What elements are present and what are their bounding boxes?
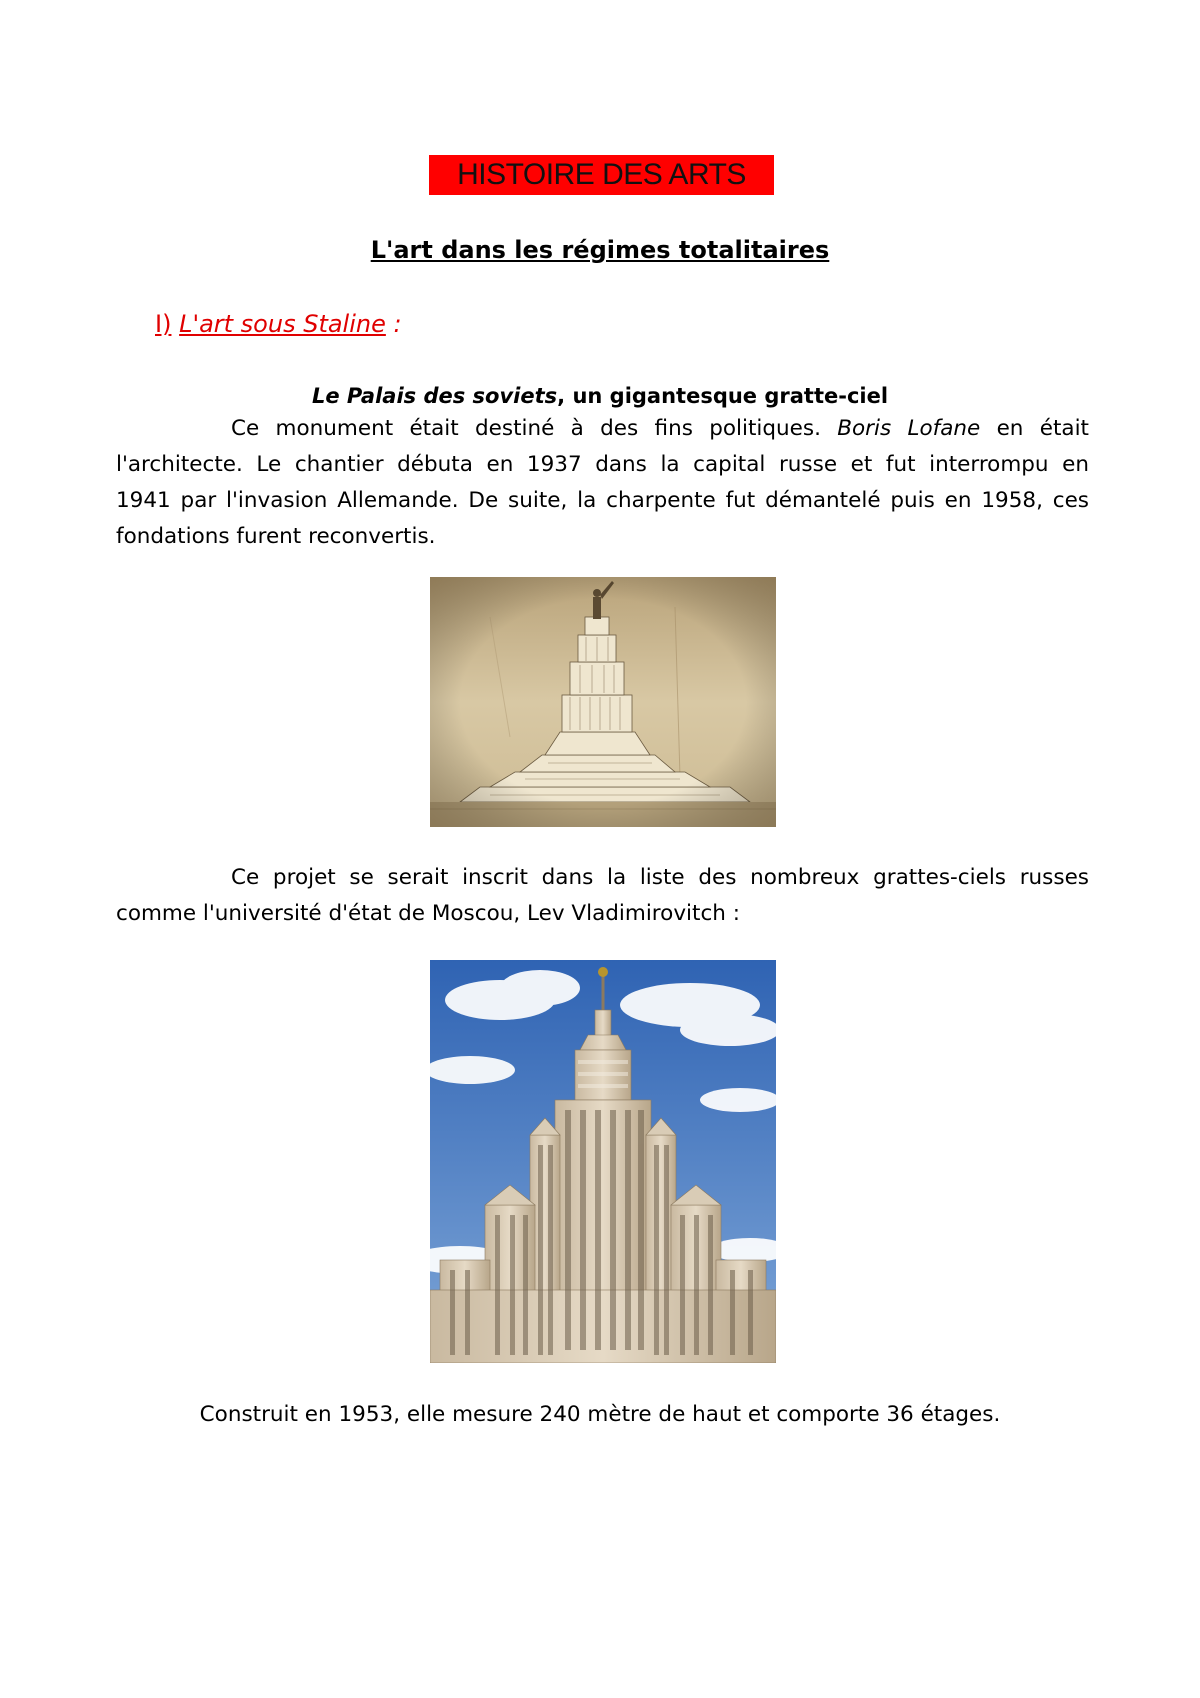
block-title — [0, 384, 1200, 408]
paragraph-line — [116, 411, 1089, 447]
paragraph-line: comme l'université d'état de Moscou, Lev Vladimirovitch : — [116, 901, 740, 926]
paragraph-line: 1941 par l'invasion Allemande. De suite, la charpente fut démantelé puis en 1958, ces — [116, 488, 1089, 513]
main-title: HISTOIRE DES ARTS — [429, 155, 774, 195]
subtitle: L'art dans les régimes totalitaires — [370, 236, 830, 264]
paragraph-palace — [116, 411, 1089, 555]
block-title-rest: , un gigantesque gratte-ciel — [557, 384, 889, 408]
palace-drawing-svg — [430, 577, 776, 827]
architect-name: Boris Lofane — [837, 416, 981, 441]
section-heading — [155, 310, 402, 338]
section-title: L'art sous Staline — [179, 310, 386, 338]
paragraph-line: Ce projet se serait inscrit dans la liste des nombreux grattes-ciels russes — [231, 865, 1089, 890]
skyscraper-photo-svg — [430, 960, 776, 1363]
moscow-skyscraper-photo — [430, 960, 776, 1363]
section-number: I) — [155, 310, 172, 338]
palace-of-soviets-drawing — [430, 577, 776, 827]
paragraph-line: fondations furent reconvertis. — [116, 524, 436, 549]
block-title-italic: Le Palais des soviets — [311, 384, 558, 408]
text-run: Ce monument était destiné à des fins politiques. — [231, 416, 821, 441]
paragraph-line: l'architecte. Le chantier débuta en 1937 dans la capital russe et fut interrompu en — [116, 452, 1089, 477]
paragraph-skyscrapers — [116, 860, 1089, 932]
text-run: en était — [996, 416, 1089, 441]
section-colon: : — [385, 310, 402, 338]
photo-caption: Construit en 1953, elle mesure 240 mètre de haut et comporte 36 étages. — [199, 1402, 1001, 1427]
